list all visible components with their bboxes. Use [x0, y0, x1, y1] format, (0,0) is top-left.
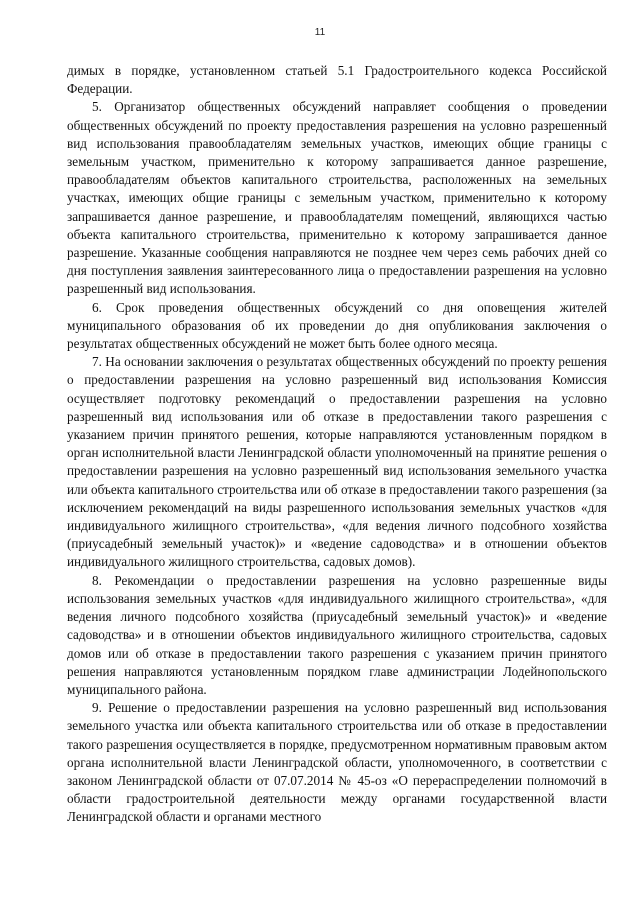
paragraph-continuation: димых в порядке, установленном статьей 5.1 Градостроительного кодекса Российской Федерации.: [67, 63, 607, 97]
paragraph-item-5: 5. Организатор общественных обсуждений направляет сообщения о проведении общественных обсуждений по проекту предоставления разрешения на условно разрешенный вид использования правообладателям земельных участков, имеющих общие границы с земельным участком, применительно к которому запрашивается данное разрешение, правообладателям объектов капитального строительства, расположенных на земельных участках, имеющих общие границы с земельным участком, применительно к которому запрашивается данное разрешение, и правообладателям помещений, являющихся частью объекта капитального строительства, применительно к которому запрашивается данное разрешение. Указанные сообщения направляются не позднее чем через семь рабочих дней со дня поступления заявления заинтересованного лица о предоставлении разрешения на условно разрешенный вид использования.: [67, 99, 607, 297]
paragraph-item-8: 8. Рекомендации о предоставлении разрешения на условно разрешенные виды использования земельных участков «для индивидуального жилищного строительства», «для ведения личного подсобного хозяйства (приусадебный земельный участок)» и «ведение садоводства» и в отношении объектов индивидуального жилищного строительства, садовых домов или об отказе в предоставлении такого разрешения с указанием причин принятого решения направляются установленным порядком главе администрации Лодейнопольского муниципального района.: [67, 572, 607, 697]
document-body: [67, 62, 607, 827]
page-number: 11: [314, 27, 326, 38]
paragraph-item-6: 6. Срок проведения общественных обсуждений со дня оповещения жителей муниципального образования об их проведении до дня опубликования заключения о результатах общественных обсуждений не может быть более одного месяца.: [67, 299, 607, 352]
paragraph-item-9: 9. Решение о предоставлении разрешения на условно разрешенный вид использования земельного участка или объекта капитального строительства или об отказе в предоставлении такого разрешения осуществляется в порядке, предусмотренном нормативным правовым актом органа исполнительной власти Ленинградской области, уполномоченного, в соответствии с законом Ленинградской области от 07.07.2014 № 45-оз «О перераспределении полномочий в области градостроительной деятельности между органами государственной власти Ленинградской области и органами местного: [67, 700, 607, 825]
paragraph-item-7: 7. На основании заключения о результатах общественных обсуждений по проекту решения о предоставлении разрешения на условно разрешенный вид использования Комиссия осуществляет подготовку рекомендаций о предоставлении разрешения на условно разрешенный вид использования или об отказе в предоставлении такого разрешения с указанием причин принятого решения, которые направляются установленным порядком в орган исполнительной власти Ленинградской области уполномоченный на принятие решения о предоставлении разрешения на условно разрешенный вид использования земельного участка или объекта капитального строительства или об отказе в предоставлении такого разрешения (за исключением рекомендаций на виды разрешенного использования земельных участков «для индивидуального жилищного строительства», «для ведения личного подсобного хозяйства (приусадебный земельный участок)» и «ведение садоводства» и в отношении объектов индивидуального жилищного строительства, садовых домов).: [67, 354, 607, 570]
